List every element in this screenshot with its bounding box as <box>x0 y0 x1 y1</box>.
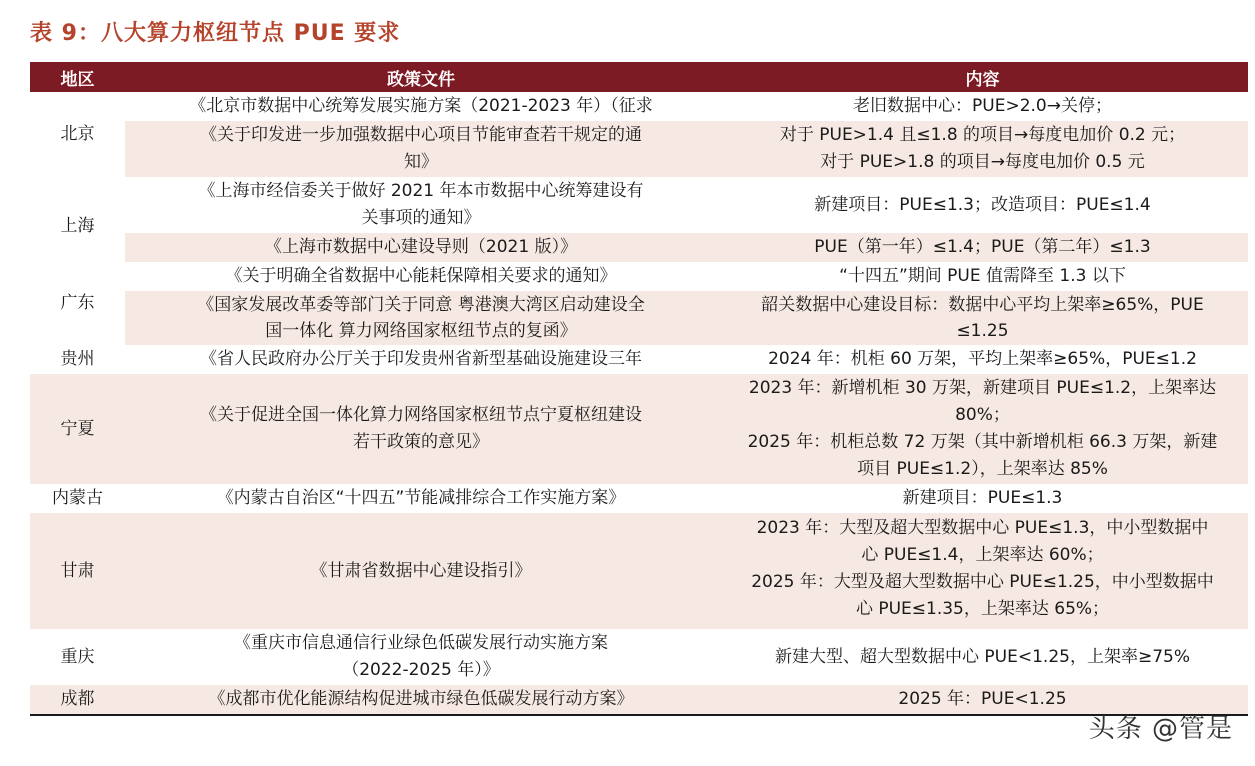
content-cell: 新建项目：PUE≤1.3 <box>902 488 1063 508</box>
content-cell: 新建项目：PUE≤1.3；改造项目：PUE≤1.4 <box>814 194 1151 215</box>
header-region: 地区 <box>30 62 125 92</box>
doc-cell: 《成都市优化能源结构促进城市绿色低碳发展行动方案》 <box>125 685 717 715</box>
table-row <box>30 484 1248 513</box>
table-row <box>30 177 1248 233</box>
region-cell: 宁夏 <box>30 374 125 484</box>
page-title: 表 9：八大算力枢纽节点 PUE 要求 <box>30 21 401 46</box>
table-row <box>30 233 1248 262</box>
content-cell: 新建大型、超大型数据中心 PUE<1.25，上架率≥75% <box>775 646 1190 667</box>
region-cell: 甘肃 <box>30 513 125 629</box>
region-cell: 北京 <box>30 92 125 177</box>
table-row <box>30 345 1248 374</box>
table-row <box>30 513 1248 629</box>
region-cell: 内蒙古 <box>30 484 125 513</box>
header-content: 内容 <box>717 62 1248 92</box>
content-cell: 2023 年：大型及超大型数据中心 PUE≤1.3，中小型数据中 心 PUE≤1.4，上架率达 60%； 2025 年：大型及超大型数据中心 PUE≤1.25，中小型数据中 心 PUE≤1.35，上架率达 65%； <box>717 513 1248 629</box>
table-row <box>30 629 1248 685</box>
table-row <box>30 374 1248 484</box>
doc-cell: 《关于明确全省数据中心能耗保障相关要求的通知》 <box>225 266 617 286</box>
table-row <box>30 685 1248 715</box>
content-cell: 老旧数据中心：PUE>2.0→关停； <box>853 96 1112 116</box>
doc-cell: 《上海市经信委关于做好 2021 年本市数据中心统筹建设有 关事项的通知》 <box>198 181 644 228</box>
doc-cell: 《关于印发进一步加强数据中心项目节能审查若干规定的通 知》 <box>125 121 717 177</box>
doc-cell: 《甘肃省数据中心建设指引》 <box>125 513 717 629</box>
content-cell: 韶关数据中心建设目标：数据中心平均上架率≥65%，PUE ≤1.25 <box>717 291 1248 345</box>
doc-cell: 《内蒙古自治区“十四五”节能减排综合工作实施方案》 <box>216 488 626 508</box>
content-cell: 2025 年：PUE<1.25 <box>717 685 1248 715</box>
region-cell: 上海 <box>30 177 125 262</box>
table-row <box>30 121 1248 177</box>
region-cell: 广东 <box>30 262 125 345</box>
doc-cell: 《上海市数据中心建设导则（2021 版）》 <box>125 233 717 262</box>
table-row <box>30 92 1248 121</box>
region-cell: 重庆 <box>30 629 125 685</box>
content-cell: 对于 PUE>1.4 且≤1.8 的项目→每度电加价 0.2 元； 对于 PUE>1.8 的项目→每度电加价 0.5 元 <box>717 121 1248 177</box>
doc-cell: 《国家发展改革委等部门关于同意 粤港澳大湾区启动建设全 国一体化 算力网络国家枢纽节点的复函》 <box>125 291 717 345</box>
doc-cell: 《北京市数据中心统筹发展实施方案（2021-2023 年）（征求 <box>189 96 653 116</box>
content-cell: 2023 年：新增机柜 30 万架，新建项目 PUE≤1.2，上架率达 80%； 2025 年：机柜总数 72 万架（其中新增机柜 66.3 万架，新建 项目 PUE≤1.2），上架率达 85% <box>717 374 1248 484</box>
table-row <box>30 291 1248 345</box>
doc-cell: 《省人民政府办公厅关于印发贵州省新型基础设施建设三年 <box>200 349 642 369</box>
watermark: 头条 @管是 <box>1088 714 1233 744</box>
doc-cell: 《关于促进全国一体化算力网络国家枢纽节点宁夏枢纽建设 若干政策的意见》 <box>125 374 717 484</box>
content-cell: PUE（第一年）≤1.4；PUE（第二年）≤1.3 <box>717 233 1248 262</box>
table-row <box>30 262 1248 291</box>
region-cell: 贵州 <box>30 345 125 374</box>
doc-cell: 《重庆市信息通信行业绿色低碳发展行动实施方案 （2022-2025 年）》 <box>234 633 608 680</box>
table-header-row <box>30 62 1248 92</box>
header-policy-document: 政策文件 <box>125 62 717 92</box>
pue-table <box>30 62 1248 716</box>
region-cell: 成都 <box>30 685 125 715</box>
content-cell: “十四五”期间 PUE 值需降至 1.3 以下 <box>839 266 1126 286</box>
content-cell: 2024 年：机柜 60 万架，平均上架率≥65%，PUE≤1.2 <box>768 349 1197 369</box>
